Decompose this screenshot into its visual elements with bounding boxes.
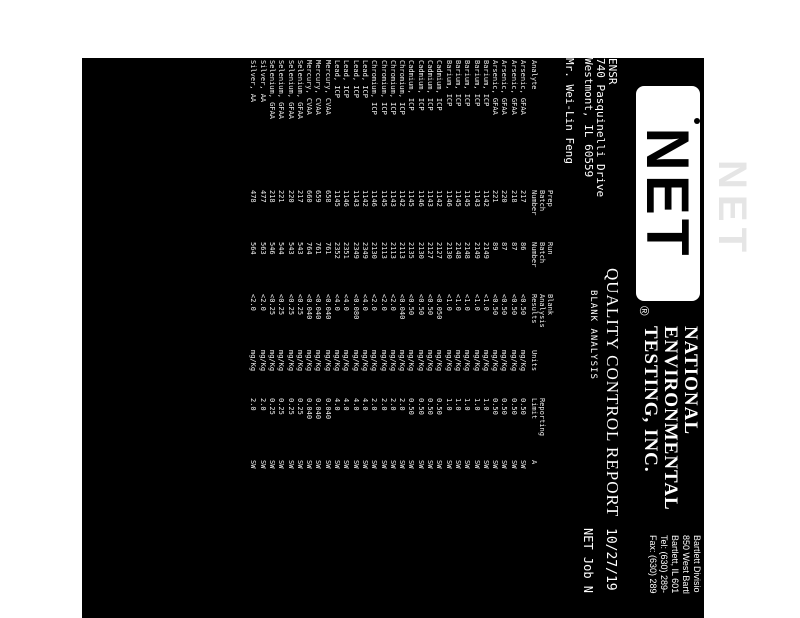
cell-blank-result: <4.0 <box>360 294 369 311</box>
cell-blank-result: <0.50 <box>426 294 435 316</box>
cell-run-batch: 2113 <box>379 242 388 259</box>
cell-run-batch: 543 <box>286 242 295 255</box>
cell-reporting-limit: 1.0 <box>472 398 481 411</box>
client-line: Westmont, IL 60559 <box>582 58 595 178</box>
cell-run-batch: 761 <box>314 242 323 255</box>
cell-run-batch: 2113 <box>398 242 407 259</box>
cell-method: SW <box>277 460 286 469</box>
cell-prep-batch: 1142 <box>435 190 444 207</box>
cell-reporting-limit: 1.0 <box>481 398 490 411</box>
cell-reporting-limit: 0.25 <box>277 398 286 415</box>
table-row <box>248 58 257 478</box>
division-line: Bartlett, IL 601 <box>670 535 680 594</box>
cell-blank-result: <0.50 <box>491 294 500 316</box>
table-row <box>341 58 350 478</box>
header-method: A <box>530 460 538 465</box>
cell-units: mg/Kg <box>333 350 342 372</box>
cell-reporting-limit: 0.25 <box>295 398 304 415</box>
cell-analyte: Chromium, ICP <box>388 60 397 115</box>
cell-method: SW <box>444 460 453 469</box>
cell-reporting-limit: 0.040 <box>323 398 332 420</box>
table-row <box>471 58 480 478</box>
cell-analyte: Lead, ICP <box>351 60 360 98</box>
cell-method: SW <box>360 460 369 469</box>
cell-run-batch: 89 <box>491 242 500 251</box>
client-line: 740 Pasquinelli Drive <box>594 58 607 198</box>
cell-prep-batch: 1142 <box>481 190 490 207</box>
cell-blank-result: <1.0 <box>481 294 490 311</box>
cell-blank-result: <0.50 <box>509 294 518 316</box>
cell-units: mg/Kg <box>314 350 323 372</box>
cell-blank-result: <0.040 <box>305 294 314 320</box>
cell-method: SW <box>491 460 500 469</box>
table-row <box>257 58 266 478</box>
cell-blank-result: <2.0 <box>370 294 379 311</box>
cell-reporting-limit: 2.0 <box>388 398 397 411</box>
header-prep-batch: Prep Batch Number <box>530 190 554 216</box>
cell-prep-batch: 220 <box>286 190 295 203</box>
table-row <box>388 58 397 478</box>
cell-units: mg/Kg <box>472 350 481 372</box>
company-line: NATIONAL <box>680 326 701 435</box>
cell-run-batch: 2349 <box>351 242 360 259</box>
registered-mark: ® <box>637 306 652 316</box>
cell-prep-batch: 218 <box>509 190 518 203</box>
cell-prep-batch: 659 <box>314 190 323 203</box>
cell-analyte: Barium, ICP <box>444 60 453 107</box>
cell-method: SW <box>333 460 342 469</box>
cell-analyte: Cadmium, ICP <box>416 60 425 111</box>
cell-units: mg/Kg <box>388 350 397 372</box>
cell-analyte: Barium, ICP <box>481 60 490 107</box>
cell-analyte: Arsenic, GFAA <box>519 60 527 115</box>
cell-method: SW <box>407 460 416 469</box>
cell-units: mg/Kg <box>426 350 435 372</box>
cell-analyte: Arsenic, GFAA <box>509 60 518 115</box>
cell-prep-batch: 1143 <box>426 190 435 207</box>
cell-run-batch: 546 <box>267 242 276 255</box>
cell-run-batch: 564 <box>249 242 258 255</box>
cell-reporting-limit: 4.0 <box>342 398 351 411</box>
cell-run-batch: 2130 <box>370 242 379 259</box>
company-line: TESTING, INC. <box>640 326 661 473</box>
cell-analyte: Selenium, GFAA <box>277 60 286 120</box>
cell-blank-result: <4.0 <box>342 294 351 311</box>
cell-blank-result: <0.040 <box>314 294 323 320</box>
cell-method: SW <box>305 460 314 469</box>
table-row <box>267 58 276 478</box>
cell-run-batch: 2148 <box>453 242 462 259</box>
cell-units: mg/Kg <box>463 350 472 372</box>
table-body <box>248 58 527 478</box>
cell-blank-result: <1.0 <box>463 294 472 311</box>
cell-prep-batch: 477 <box>258 190 267 203</box>
cell-run-batch: 2127 <box>435 242 444 259</box>
header-reporting-limit: Reporting Limit <box>530 398 546 436</box>
cell-reporting-limit: 0.50 <box>416 398 425 415</box>
table-row <box>508 58 517 478</box>
table-row <box>378 58 387 478</box>
cell-prep-batch: 1145 <box>407 190 416 207</box>
table-row <box>360 58 369 478</box>
cell-method: SW <box>249 460 258 469</box>
cell-units: mg/Kg <box>305 350 314 372</box>
cell-analyte: Silver, AA <box>258 60 267 103</box>
cell-prep-batch: 658 <box>323 190 332 203</box>
cell-blank-result: <2.0 <box>258 294 267 311</box>
cell-blank-result: <2.0 <box>388 294 397 311</box>
cell-method: SW <box>500 460 509 469</box>
cell-method: SW <box>426 460 435 469</box>
cell-method: SW <box>388 460 397 469</box>
cell-blank-result: <1.0 <box>472 294 481 311</box>
cell-reporting-limit: 0.50 <box>407 398 416 415</box>
cell-reporting-limit: 1.0 <box>463 398 472 411</box>
cell-method: SW <box>314 460 323 469</box>
table-row <box>481 58 490 478</box>
cell-reporting-limit: 2.0 <box>370 398 379 411</box>
cell-prep-batch: 1145 <box>333 190 342 207</box>
cell-run-batch: 544 <box>277 242 286 255</box>
table-row <box>518 58 527 478</box>
cell-reporting-limit: 0.50 <box>500 398 509 415</box>
cell-units: mg/Kg <box>481 350 490 372</box>
cell-units: mg/Kg <box>249 350 258 372</box>
table-row <box>415 58 424 478</box>
cell-analyte: Mercury, CVAA <box>305 60 314 115</box>
table-row <box>443 58 452 478</box>
cell-method: SW <box>379 460 388 469</box>
cell-blank-result: <2.0 <box>379 294 388 311</box>
cell-blank-result: <0.25 <box>277 294 286 316</box>
cell-prep-batch: 1146 <box>444 190 453 207</box>
cell-units: mg/Kg <box>295 350 304 372</box>
cell-run-batch: 87 <box>500 242 509 251</box>
cell-run-batch: 761 <box>323 242 332 255</box>
cell-analyte: Lead, ICP <box>342 60 351 98</box>
cell-run-batch: 563 <box>258 242 267 255</box>
cell-units: mg/Kg <box>267 350 276 372</box>
cell-run-batch: 2130 <box>416 242 425 259</box>
cell-units: mg/Kg <box>286 350 295 372</box>
table-row <box>332 58 341 478</box>
cell-run-batch: 2149 <box>472 242 481 259</box>
cell-method: SW <box>286 460 295 469</box>
table-row <box>350 58 359 478</box>
cell-prep-batch: 1145 <box>379 190 388 207</box>
cell-prep-batch: 1146 <box>342 190 351 207</box>
table-row <box>499 58 508 478</box>
cell-run-batch: 2349 <box>360 242 369 259</box>
cell-blank-result: <0.50 <box>500 294 509 316</box>
cell-analyte: Lead, ICP <box>333 60 342 98</box>
report-subtitle: BLANK ANALYSIS <box>588 290 598 380</box>
cell-prep-batch: 1143 <box>351 190 360 207</box>
cell-prep-batch: 1142 <box>360 190 369 207</box>
cell-units: mg/Kg <box>453 350 462 372</box>
cell-prep-batch: 1142 <box>398 190 407 207</box>
cell-method: SW <box>370 460 379 469</box>
report-date: 10/27/19 <box>603 528 618 591</box>
cell-run-batch: 2130 <box>444 242 453 259</box>
cell-method: SW <box>323 460 332 469</box>
cell-reporting-limit: 4.0 <box>351 398 360 411</box>
table-row <box>285 58 294 478</box>
cell-reporting-limit: 0.50 <box>519 398 527 415</box>
cell-prep-batch: 1145 <box>463 190 472 207</box>
company-line: ENVIRONMENTAL <box>660 326 681 511</box>
cell-analyte: Mercury, CVAA <box>323 60 332 115</box>
table-row <box>453 58 462 478</box>
cell-method: SW <box>258 460 267 469</box>
cell-reporting-limit: 2.0 <box>379 398 388 411</box>
cell-run-batch: 764 <box>305 242 314 255</box>
cell-units: mg/Kg <box>342 350 351 372</box>
cell-units: mg/Kg <box>360 350 369 372</box>
table-row <box>434 58 443 478</box>
division-address <box>647 535 702 618</box>
client-attention: Mr. Wei-Lin Feng <box>563 58 576 164</box>
cell-method: SW <box>435 460 444 469</box>
client-address <box>582 58 618 197</box>
cell-analyte: Mercury, CVAA <box>314 60 323 115</box>
cell-analyte: Cadmium, ICP <box>435 60 444 111</box>
cell-blank-result: <0.50 <box>416 294 425 316</box>
cell-method: SW <box>342 460 351 469</box>
cell-reporting-limit: 0.25 <box>286 398 295 415</box>
table-row <box>490 58 499 478</box>
table-row <box>462 58 471 478</box>
cell-run-batch: 2149 <box>481 242 490 259</box>
table-row <box>322 58 331 478</box>
cell-units: mg/Kg <box>416 350 425 372</box>
company-name <box>640 326 700 511</box>
report-title: QUALITY CONTROL REPORT <box>603 268 622 518</box>
cell-prep-batch: 217 <box>519 190 527 203</box>
cell-analyte: Barium, ICP <box>453 60 462 107</box>
cell-units: mg/Kg <box>277 350 286 372</box>
scan-speck <box>694 118 700 124</box>
division-line: 850 West Bartl <box>681 535 691 594</box>
cell-blank-result: <2.0 <box>249 294 258 311</box>
job-number: NET Job N <box>581 528 595 594</box>
net-logo <box>636 86 700 301</box>
cell-prep-batch: 1146 <box>416 190 425 207</box>
cell-reporting-limit: 0.50 <box>491 398 500 415</box>
division-line: Bartlett Divisio <box>692 535 702 593</box>
cell-prep-batch: 221 <box>277 190 286 203</box>
cell-run-batch: 543 <box>295 242 304 255</box>
cell-units: mg/Kg <box>509 350 518 372</box>
cell-analyte: Barium, ICP <box>463 60 472 107</box>
cell-run-batch: 2113 <box>388 242 397 259</box>
cell-method: SW <box>351 460 360 469</box>
cell-method: SW <box>416 460 425 469</box>
cell-reporting-limit: 4.0 <box>333 398 342 411</box>
header-run-batch: Run Batch Number <box>530 242 554 268</box>
cell-method: SW <box>519 460 527 469</box>
cell-reporting-limit: 4.0 <box>360 398 369 411</box>
cell-analyte: Chromium, ICP <box>398 60 407 115</box>
cell-prep-batch: 478 <box>249 190 258 203</box>
cell-run-batch: 87 <box>509 242 518 251</box>
cell-analyte: Arsenic, GFAA <box>500 60 509 115</box>
cell-blank-result: <0.040 <box>323 294 332 320</box>
cell-units: mg/Kg <box>407 350 416 372</box>
bleed-through-logo: NET <box>710 160 754 258</box>
cell-reporting-limit: 0.50 <box>426 398 435 415</box>
table-row <box>313 58 322 478</box>
cell-reporting-limit: 2.0 <box>249 398 258 411</box>
table-row <box>425 58 434 478</box>
cell-method: SW <box>481 460 490 469</box>
cell-units: mg/Kg <box>500 350 509 372</box>
cell-units: mg/Kg <box>351 350 360 372</box>
cell-run-batch: 2148 <box>463 242 472 259</box>
cell-analyte: Selenium, GFAA <box>286 60 295 120</box>
cell-prep-batch: 660 <box>305 190 314 203</box>
cell-blank-result: <0.25 <box>286 294 295 316</box>
cell-blank-result: <0.050 <box>435 294 444 320</box>
cell-method: SW <box>472 460 481 469</box>
cell-prep-batch: 218 <box>267 190 276 203</box>
cell-analyte: Selenium, GFAA <box>295 60 304 120</box>
client-line: ENSR <box>606 58 619 85</box>
cell-units: mg/Kg <box>379 350 388 372</box>
header-units: Units <box>530 350 538 372</box>
cell-blank-result: <0.25 <box>295 294 304 316</box>
cell-run-batch: 2352 <box>333 242 342 259</box>
table-row <box>276 58 285 478</box>
cell-analyte: Lead, ICP <box>360 60 369 98</box>
cell-analyte: Barium, ICP <box>472 60 481 107</box>
cell-units: mg/Kg <box>323 350 332 372</box>
cell-blank-result: <0.50 <box>519 294 527 316</box>
cell-method: SW <box>463 460 472 469</box>
cell-method: SW <box>295 460 304 469</box>
cell-prep-batch: 1146 <box>370 190 379 207</box>
cell-reporting-limit: 1.0 <box>444 398 453 411</box>
cell-analyte: Arsenic, GFAA <box>491 60 500 115</box>
header-blank-results: Blank Analysis Results <box>530 294 554 328</box>
cell-method: SW <box>453 460 462 469</box>
cell-reporting-limit: 0.25 <box>267 398 276 415</box>
table-row <box>397 58 406 478</box>
cell-method: SW <box>398 460 407 469</box>
cell-analyte: Selenium, GFAA <box>267 60 276 120</box>
cell-run-batch: 2127 <box>426 242 435 259</box>
cell-reporting-limit: 0.040 <box>305 398 314 420</box>
cell-method: SW <box>509 460 518 469</box>
cell-reporting-limit: 2.0 <box>258 398 267 411</box>
cell-reporting-limit: 0.50 <box>509 398 518 415</box>
division-line: Tel: (630) 289- <box>659 535 669 594</box>
cell-units: mg/Kg <box>398 350 407 372</box>
cell-blank-result: <0.080 <box>351 294 360 320</box>
header-analyte: Analyte <box>530 60 538 90</box>
cell-units: mg/Kg <box>258 350 267 372</box>
cell-reporting-limit: 1.0 <box>453 398 462 411</box>
table-row <box>304 58 313 478</box>
cell-units: mg/Kg <box>444 350 453 372</box>
cell-blank-result: <1.0 <box>444 294 453 311</box>
table-row <box>295 58 304 478</box>
cell-reporting-limit: 0.040 <box>314 398 323 420</box>
cell-prep-batch: 1143 <box>388 190 397 207</box>
cell-run-batch: 2135 <box>407 242 416 259</box>
logo-wordmark: NET <box>634 127 702 260</box>
report-page <box>82 58 704 618</box>
cell-units: mg/Kg <box>491 350 500 372</box>
cell-prep-batch: 220 <box>500 190 509 203</box>
cell-reporting-limit: 2.0 <box>398 398 407 411</box>
division-line: Fax: (630) 289 <box>648 535 658 594</box>
cell-reporting-limit: 0.50 <box>435 398 444 415</box>
cell-run-batch: 86 <box>519 242 527 251</box>
cell-blank-result: <1.0 <box>453 294 462 311</box>
blank-analysis-table <box>248 58 554 478</box>
cell-prep-batch: 1145 <box>453 190 462 207</box>
cell-run-batch: 2351 <box>342 242 351 259</box>
cell-method: SW <box>267 460 276 469</box>
cell-blank-result: <0.50 <box>407 294 416 316</box>
cell-units: mg/Kg <box>435 350 444 372</box>
cell-blank-result: <4.0 <box>333 294 342 311</box>
cell-prep-batch: 221 <box>491 190 500 203</box>
cell-analyte: Chromium, ICP <box>379 60 388 115</box>
cell-units: mg/Kg <box>370 350 379 372</box>
cell-analyte: Cadmium, ICP <box>407 60 416 111</box>
scanned-report <box>82 58 704 618</box>
cell-prep-batch: 217 <box>295 190 304 203</box>
cell-blank-result: <0.040 <box>398 294 407 320</box>
cell-units: mg/Kg <box>519 350 527 372</box>
cell-prep-batch: 1143 <box>472 190 481 207</box>
table-header-row <box>527 58 554 478</box>
cell-analyte: Chromium, ICP <box>370 60 379 115</box>
cell-analyte: Silver, AA <box>249 60 258 103</box>
cell-analyte: Cadmium, ICP <box>426 60 435 111</box>
table-row <box>406 58 415 478</box>
cell-blank-result: <0.25 <box>267 294 276 316</box>
table-row <box>369 58 378 478</box>
